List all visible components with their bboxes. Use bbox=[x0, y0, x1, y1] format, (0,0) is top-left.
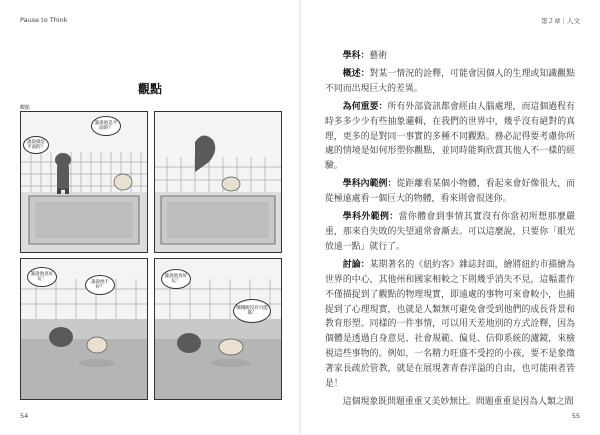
panel-tag: 觀點 bbox=[20, 105, 31, 111]
why-paragraph bbox=[325, 100, 575, 175]
outer-example-text: 當你體會到事情其實沒有你當初所想那麼嚴重，那來自失敗的失望通常會漸去。可以這麼說，只要你「眼光放遠一點」就行了。 bbox=[325, 212, 576, 252]
page-number-left: 54 bbox=[20, 412, 29, 420]
discussion-label: 討論： bbox=[342, 259, 370, 270]
running-head-left: Pause to Think bbox=[20, 16, 68, 24]
inner-example-label: 學科內範例： bbox=[342, 179, 397, 190]
closing-paragraph bbox=[325, 395, 575, 410]
panel-1-illustration bbox=[21, 112, 147, 252]
overview-paragraph bbox=[325, 67, 575, 97]
comic-title: 觀點 bbox=[137, 82, 162, 96]
comic-panel-2 bbox=[154, 111, 282, 253]
comic-panel-4 bbox=[154, 258, 282, 400]
speech-bubble: 誰說湖是平面的？ bbox=[23, 136, 49, 154]
outer-example-paragraph bbox=[325, 210, 575, 255]
speech-bubble: 誰說池不好？ bbox=[85, 275, 115, 295]
speech-bubble: 誰說池真好玩！ bbox=[161, 269, 191, 289]
overview-text: 對某一情況的詮釋，可能會因個人的生理或知識觀點不同而出現巨大的差異。 bbox=[325, 68, 576, 94]
outer-example-label: 學科外範例： bbox=[342, 212, 399, 223]
panel-2-illustration bbox=[155, 112, 281, 252]
speech-bubble: 誰說池真好玩！ bbox=[27, 267, 57, 287]
closing-text: 這個現象既問題重重又美妙無比。問題重重是因為人類之間 bbox=[342, 396, 574, 407]
inner-example-text: 從距離看某個小物體，看起來會好像很大，而從極遠處看一個巨大的物體，看來則會很迷你。 bbox=[325, 179, 576, 205]
comic-panel-1 bbox=[20, 111, 148, 253]
subject-paragraph bbox=[325, 49, 575, 64]
page-number-right: 55 bbox=[571, 412, 580, 420]
body-text bbox=[325, 49, 575, 413]
running-head-right: 第２章｜人文 bbox=[541, 17, 580, 25]
speech-bubble: 哦哦喔沒有可能耶！ bbox=[233, 299, 271, 323]
subject-value: 藝術 bbox=[369, 51, 388, 61]
why-label: 為何重要： bbox=[342, 101, 388, 112]
subject-label: 學科： bbox=[342, 51, 370, 61]
inner-example-paragraph bbox=[325, 177, 575, 207]
speech-bubble: 誰說池是平面的？ bbox=[91, 116, 121, 136]
why-text: 所有外部資訊都會經由人腦處理，而這個過程有時多多少少有些抽象邏輯，在我們的世界中，幾乎沒有絕對的真理，更多的是對同一事實的多種不同觀點。務必記得要考慮你所處的情境是如何形塑你觀點，並同時能夠欣賞其他人不一樣的經驗。 bbox=[325, 101, 576, 172]
overview-label: 概述： bbox=[342, 68, 370, 79]
comic-panel-3 bbox=[20, 258, 148, 400]
discussion-paragraph bbox=[325, 258, 575, 392]
discussion-text: 某期著名的《紐約客》雜誌封面，繪將紐約市描繪為世界的中心，其他州和國家相較之下則幾乎消失不見，這幅畫作不僅描捉到了觀點的物理現實，即遠處的事物可來會較小，也捕捉到了心理現實，也就是人類無可避免會受到他們的成長背景和教育形塑。同樣的一件事情，可以用天差地別的方式詮釋，因為個體是透過自身意見、社會規範、偏見、信仰系統的濾鏡，來檢視這些事物的。例如，一名精力旺盛不受控的小孩，要不是象徵著家長疏於管教，就是在展現著青春洋溢的自由，也可能兩者皆是！ bbox=[325, 259, 576, 390]
